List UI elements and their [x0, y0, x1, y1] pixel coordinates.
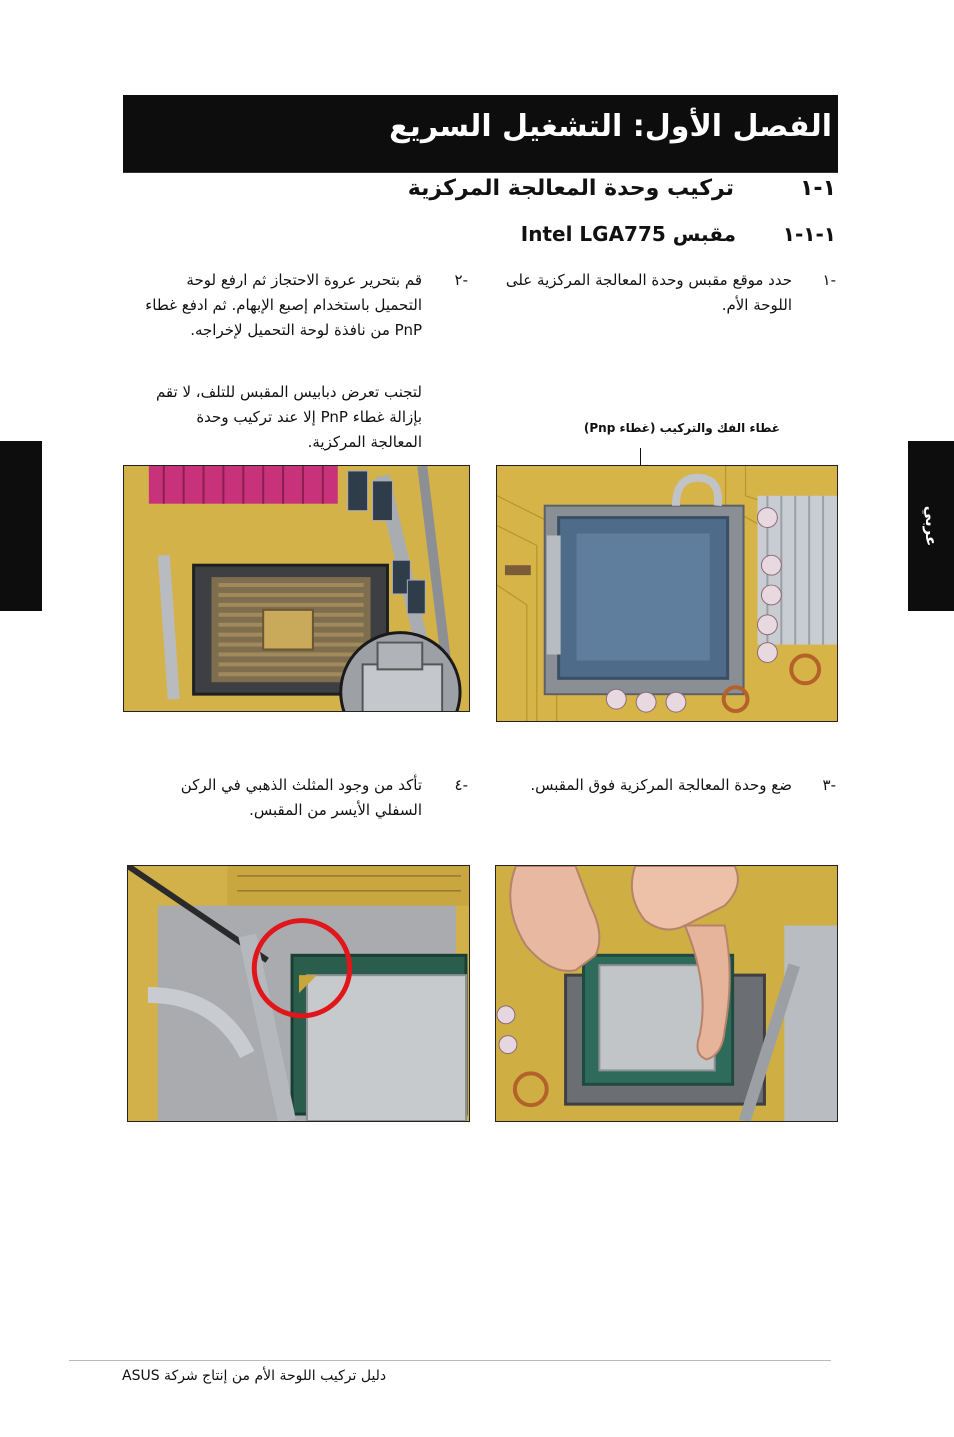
- open-socket-illustration: [124, 466, 469, 711]
- photo-placing-cpu: [495, 865, 838, 1122]
- step-1-number: ١-: [822, 271, 836, 289]
- photo-socket-open: [123, 465, 470, 712]
- subsection-number: ١-١-١: [782, 222, 836, 246]
- placing-cpu-illustration: [496, 866, 837, 1121]
- step-3-number: ٣-: [822, 776, 836, 794]
- footer-text: دليل تركيب اللوحة الأم من إنتاج شركة ASUS: [122, 1368, 387, 1384]
- section-title: تركيب وحدة المعالجة المركزية: [407, 176, 734, 201]
- step-2-text: قم بتحرير عروة الاحتجاز ثم ارفع لوحة التحميل باستخدام إصبع الإبهام. ثم ادفع غطاء PnP من نافذة لوحة التحميل لإخراجه.: [145, 271, 422, 339]
- chapter-title: الفصل الأول: التشغيل السريع: [389, 109, 832, 144]
- chapter-header: [123, 95, 838, 172]
- subsection-title: مقبس Intel LGA775: [520, 222, 736, 246]
- step-3-text: ضع وحدة المعالجة المركزية فوق المقبس.: [530, 776, 792, 794]
- step-4-text: تأكد من وجود المثلث الذهبي في الركن السفلي الأيسر من المقبس.: [180, 776, 422, 819]
- note-text: لتجنب تعرض دبابيس المقبس للتلف، لا تقم بإزالة غطاء PnP إلا عند تركيب وحدة المعالجة المركزية.: [155, 383, 422, 451]
- header-rule: [123, 172, 838, 173]
- step-1-text: حدد موقع مقبس وحدة المعالجة المركزية على اللوحة الأم.: [505, 271, 792, 314]
- socket-cap-illustration: [497, 466, 837, 721]
- footer-rule: [69, 1360, 831, 1361]
- side-tab-left: [0, 441, 42, 611]
- triangle-check-illustration: [128, 866, 469, 1121]
- pnp-cap-label: غطاء الفك والتركيب (غطاء Pnp): [583, 421, 780, 435]
- side-tab-label: عربي: [922, 505, 940, 547]
- photo-triangle-check: [127, 865, 470, 1122]
- section-number: ١-١: [799, 176, 836, 201]
- step-4-number: ٤-: [454, 776, 468, 794]
- step-2-number: ٢-: [454, 271, 468, 289]
- side-tab-right: [908, 441, 954, 611]
- photo-socket-with-cap: [496, 465, 838, 722]
